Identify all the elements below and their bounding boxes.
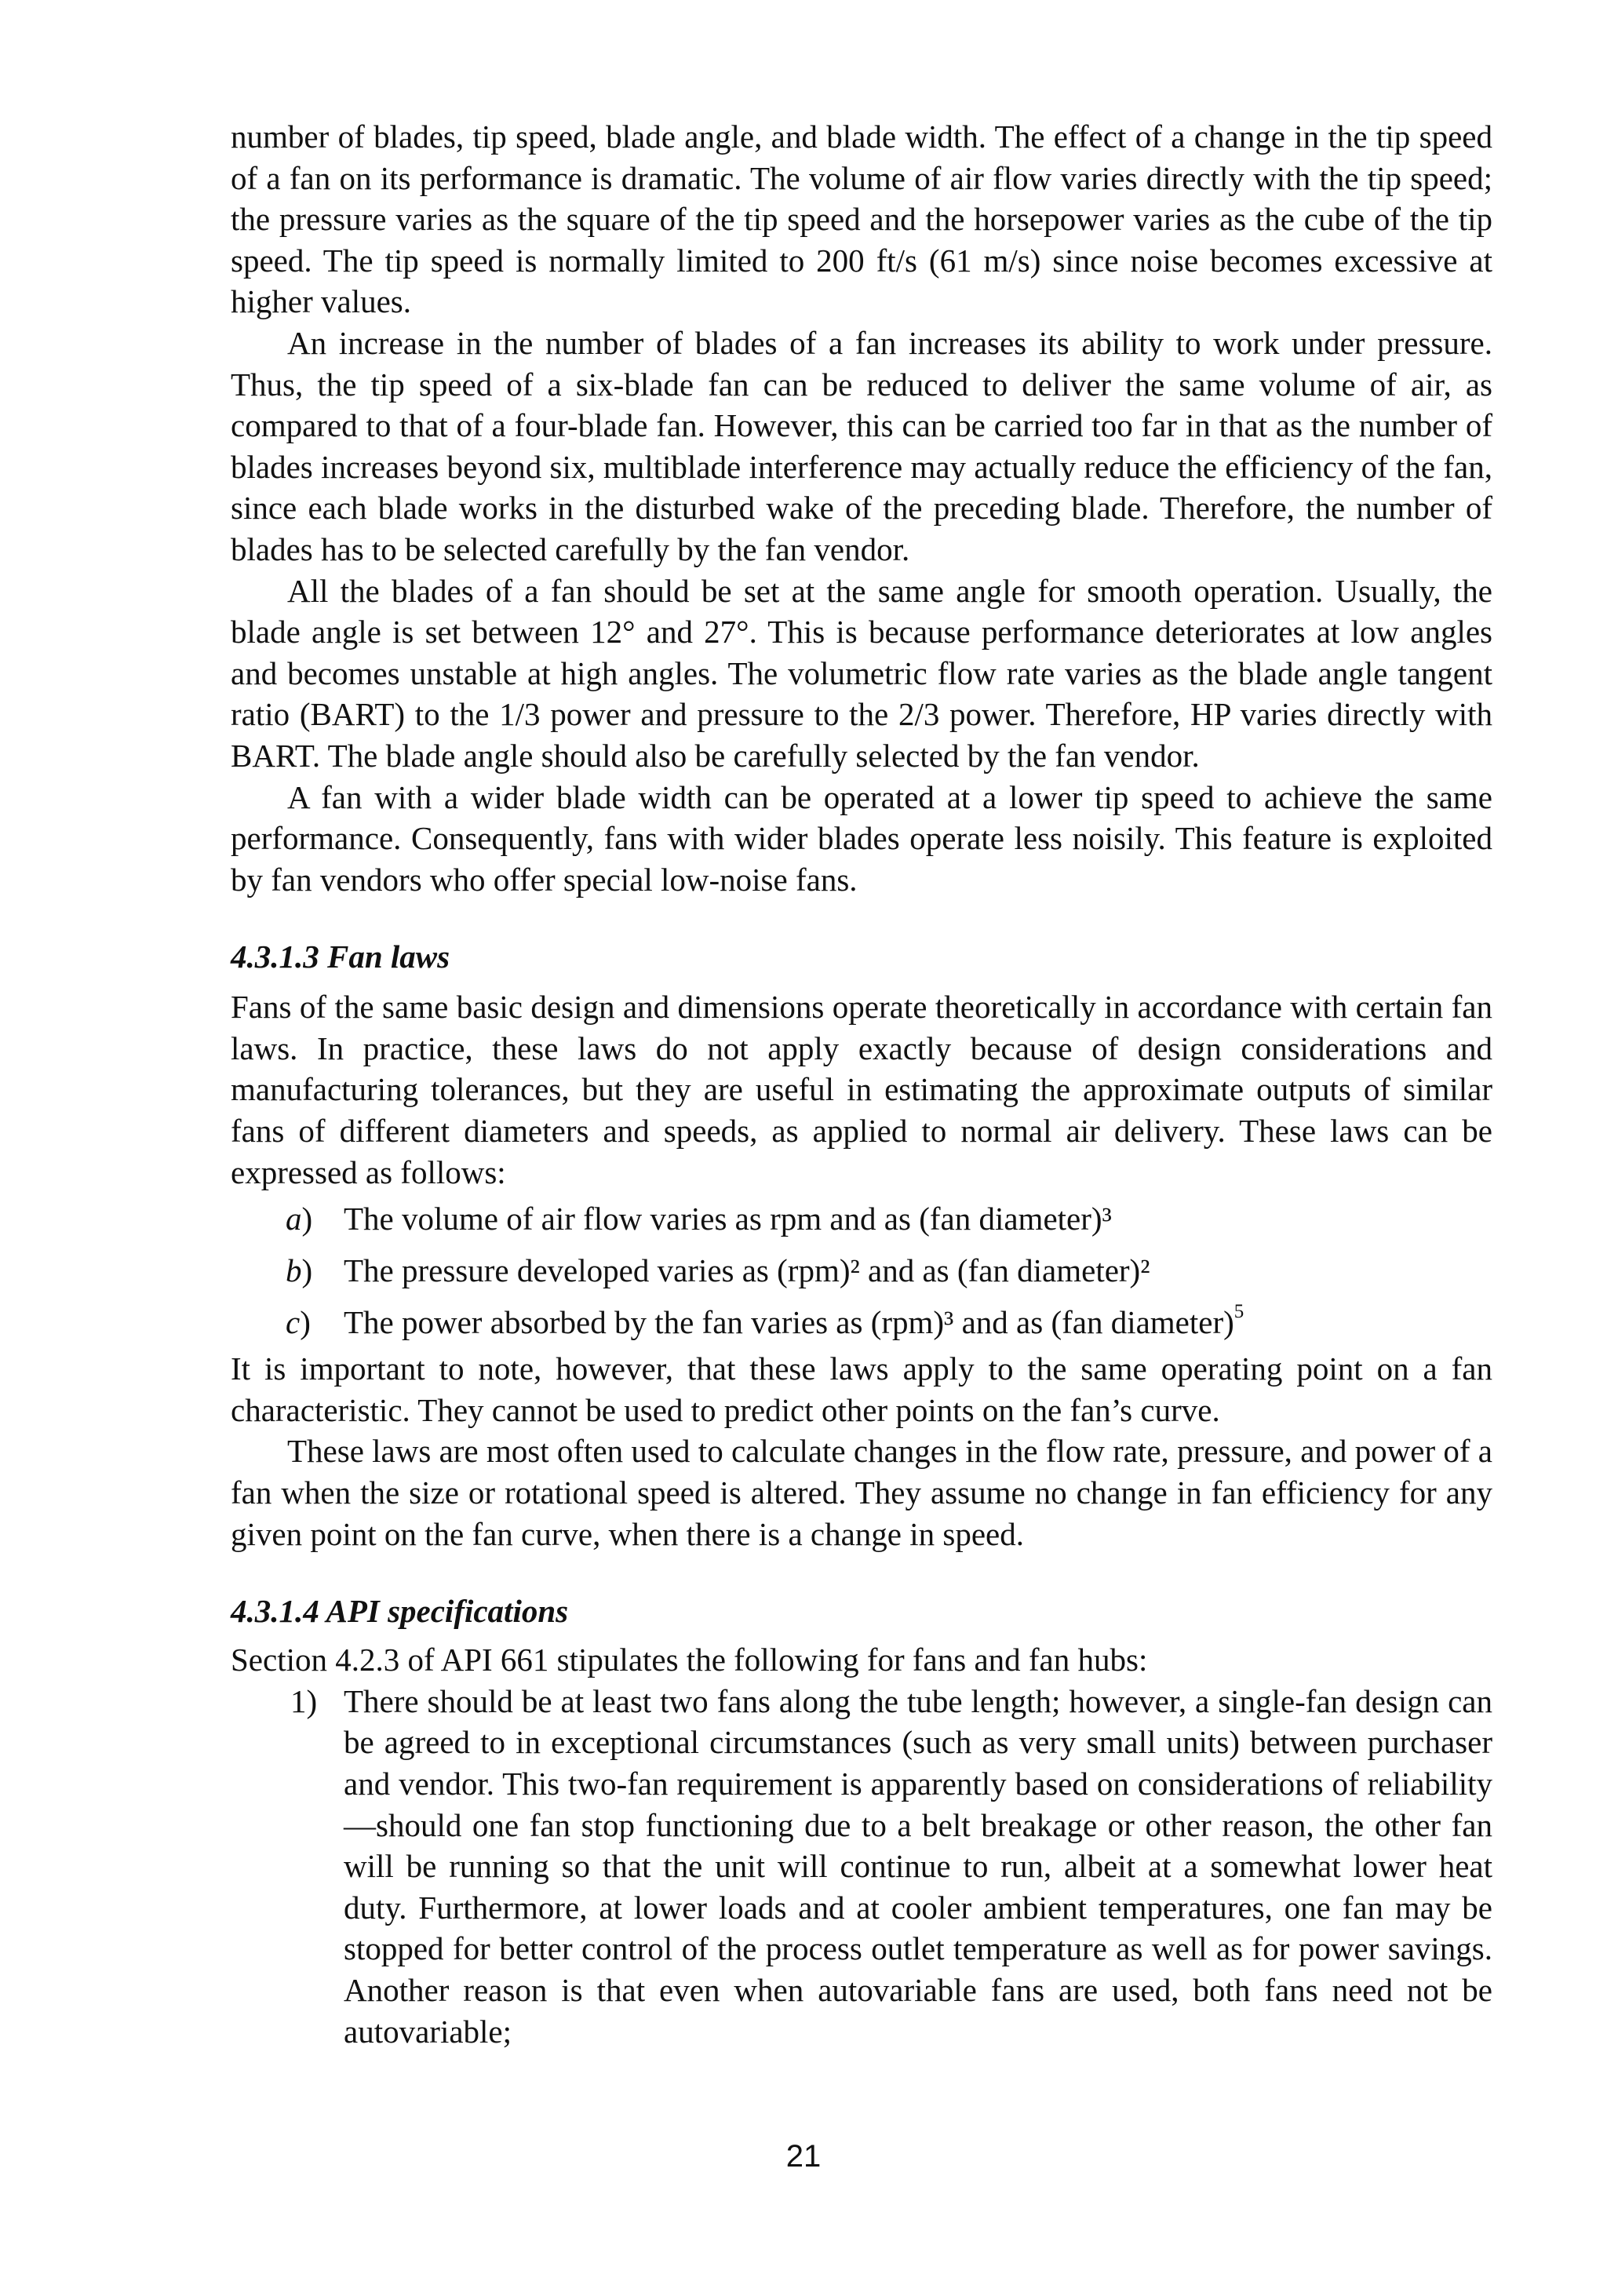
api-requirements-list [231, 1681, 1492, 2052]
api-requirement-marker: 1) [290, 1682, 318, 1719]
fan-law-text: The pressure developed varies as (rpm)² and as (fan diameter)² [344, 1252, 1150, 1289]
section-heading-fan-laws: 4.3.1.3 Fan laws [231, 938, 450, 975]
api-intro: Section 4.2.3 of API 661 stipulates the following for fans and fan hubs: [231, 1642, 1148, 1678]
fan-law-item: c) The power absorbed by the fan varies as (rpm)³ and as (fan diameter)$^5$ [286, 1301, 1244, 1341]
fan-law-item: a) The volume of air flow varies as rpm and as (fan diameter)³ [286, 1201, 1112, 1237]
page-content [231, 116, 1492, 2052]
body-paragraph-1: number of blades, tip speed, blade angle, and blade width. The effect of a change in the tip speed of a fan on its performance is dramatic. The volume of air flow varies directly with the tip speed; the pressure varies as the square of the tip speed and the horsepower varies as the cube of the tip speed. The tip speed is normally limited to 200 ft/s (61 m/s) since noise becomes excessive at higher values. [231, 118, 1492, 320]
fan-law-marker: b [286, 1252, 302, 1289]
fan-law-exponent: 5 [1233, 1301, 1244, 1323]
section-heading-api-specifications: 4.3.1.4 API specifications [231, 1593, 569, 1630]
api-requirement-item [231, 1681, 1492, 2052]
fan-law-marker: a [286, 1201, 302, 1237]
fan-laws-note: It is important to note, however, that these laws apply to the same operating point on a fan characteristic. They cannot be used to predict other points on the fan’s curve. [231, 1350, 1492, 1428]
fan-laws-intro: Fans of the same basic design and dimensions operate theoretically in accordance with certain fan laws. In practice, these laws do not apply exactly because of design considerations and manufacturing tolerances, but they are useful in estimating the approximate outputs of similar fans of different diameters and speeds, as applied to normal air delivery. These laws can be expressed as follows: [231, 989, 1492, 1190]
fan-laws-usage: These laws are most often used to calculate changes in the flow rate, pressure, and power of a fan when the size or rotational speed is altered. They assume no change in fan efficiency for any given point on the fan curve, when there is a change in speed. [231, 1433, 1492, 1552]
body-paragraph-4: A fan with a wider blade width can be operated at a lower tip speed to achieve the same performance. Consequently, fans with wider blades operate less noisily. This feature is exploited by fan vendors who offer special low-noise fans. [231, 778, 1492, 898]
fan-law-text: The volume of air flow varies as rpm and as (fan diameter)³ [344, 1201, 1112, 1237]
body-paragraph-3: All the blades of a fan should be set at the same angle for smooth operation. Usually, the blade angle is set between 12° and 27°. This is because performance deteriorates at low angles and becomes unstable at high angles. The volumetric flow rate varies as the blade angle tangent ratio (BART) to the 1/3 power and pressure to the 2/3 power. Therefore, HP varies directly with BART. The blade angle should also be carefully selected by the fan vendor. [231, 572, 1492, 774]
api-requirement-text: There should be at least two fans along the tube length; however, a single-fan design can be agreed to in exceptional circumstances (such as very small units) between purchaser and vendor. This two-fan requirement is apparently based on considerations of reliability—should one fan stop functioning due to a belt breakage or other reason, the other fan will be running so that the unit will continue to run, albeit at a somewhat lower heat duty. Furthermore, at lower loads and at cooler ambient temperatures, one fan may be stopped for better control of the process outlet temperature as well as for power savings. Another reason is that even when autovariable fans are used, both fans need not be autovariable; [344, 1682, 1492, 2050]
fan-law-text: The power absorbed by the fan varies as (rpm)³ and as (fan diameter) [344, 1304, 1234, 1341]
fan-law-marker: c [286, 1304, 301, 1341]
page-number: 21 [785, 2139, 822, 2174]
fan-law-item: b) The pressure developed varies as (rpm)² and as (fan diameter)² [286, 1252, 1150, 1289]
fan-laws-list [231, 1193, 1492, 1348]
body-paragraph-2: An increase in the number of blades of a fan increases its ability to work under pressure. Thus, the tip speed of a six-blade fan can be reduced to deliver the same volume of air, as compared to that of a four-blade fan. However, this can be carried too far in that as the number of blades increases beyond six, multiblade interference may actually reduce the efficiency of the fan, since each blade works in the disturbed wake of the preceding blade. Therefore, the number of blades has to be selected carefully by the fan vendor. [231, 324, 1492, 567]
